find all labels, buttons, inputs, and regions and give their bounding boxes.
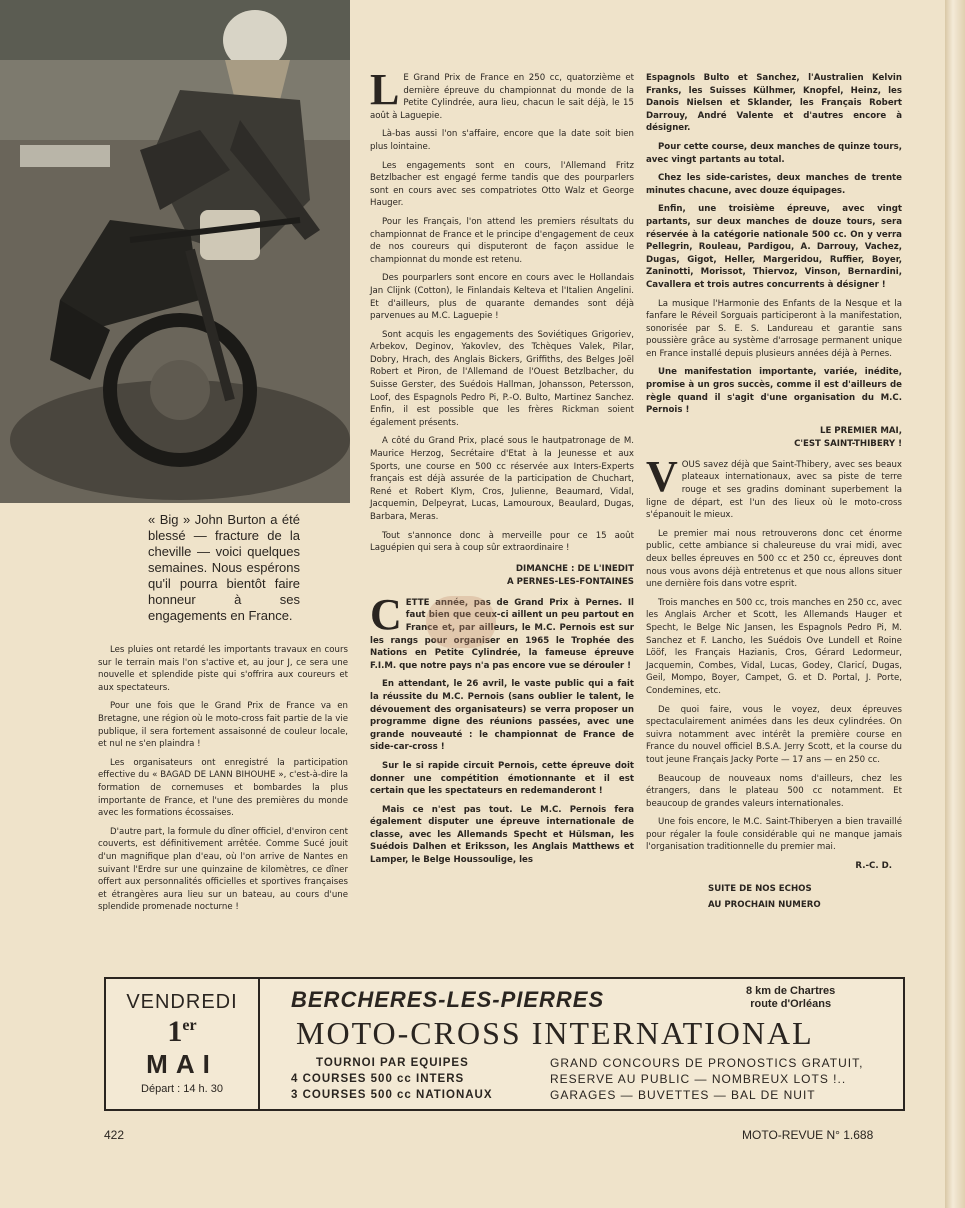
page-number: 422 bbox=[104, 1128, 125, 1142]
section-heading bbox=[646, 425, 902, 451]
ad-extra-line: RESERVE AU PUBLIC — NOMBREUX LOTS !.. bbox=[550, 1072, 847, 1086]
continued-notice-line: AU PROCHAIN NUMERO bbox=[708, 899, 821, 910]
ad-extra-line: GARAGES — BUVETTES — BAL DE NUIT bbox=[550, 1088, 816, 1102]
paragraph: Beaucoup de nouveaux noms d'ailleurs, chez les étrangers, dans le plateau 500 cc notamment. Et beaucoup de grandes valeurs internationales. bbox=[646, 773, 902, 809]
paragraph: Une fois encore, le M.C. Saint-Thiberyen a bien travaillé pour régaler la foule considérable qui ne manque jamais l'organisation traditionnelle du premier mai. bbox=[646, 817, 902, 853]
ad-day: VENDREDI bbox=[126, 991, 238, 1013]
section-heading bbox=[370, 563, 634, 589]
paragraph: Des pourparlers sont encore en cours avec le Hollandais Jan Clijnk (Cotton), le Finlandais Kelteva et l'Italien Angelini. Et d'ailleurs, plus de quarante demandes sont déjà parvenues au M.C. Laguepie ! bbox=[370, 273, 634, 322]
paragraph: Les pluies ont retardé les importants travaux en cours sur le terrain mais l'on s'active et, au jour J, ce sera une nouvelle et splendide piste qui s'offrira aux coureurs et aux spectateurs. bbox=[98, 645, 348, 693]
ad-extras bbox=[550, 1055, 863, 1103]
section-heading-line: A PERNES-LES-FONTAINES bbox=[506, 576, 634, 587]
ad-date-box bbox=[106, 979, 260, 1109]
paragraph: En attendant, le 26 avril, le vaste public qui a fait la réussite du M.C. Pernois (sans oublier le talent, le dévouement des organisateurs) se verra proposer un programme digne des réunions passées, avec une grande nouveauté : le championnat de France de side-car-cross ! bbox=[370, 679, 634, 753]
publication-issue: MOTO-REVUE N° 1.688 bbox=[742, 1128, 874, 1142]
paragraph: Tout s'annonce donc à merveille pour ce 15 août Laguépien qui sera à coup sûr extraordinaire ! bbox=[370, 530, 634, 554]
paragraph: Le premier mai nous retrouverons donc cet énorme public, cette ambiance si chaleureuse du vrai midi, avec deux belles épreuves en 500 cc et 250 cc, épreuves dont nous vous avons déjà entretenus et que nous allons situer une dernière fois dans votre esprit. bbox=[646, 528, 902, 590]
paragraph: Mais ce n'est pas tout. Le M.C. Pernois fera également disputer une épreuve internationale de classe, avec les Allemands Specht et Hülsman, les Suédois Dalhen et Eriksson, les Anglais Matthews et Lamper, le Belge Houssoulige, les bbox=[370, 804, 634, 866]
ad-race-line: 4 COURSES 500 cc INTERS bbox=[291, 1073, 465, 1085]
ad-race-line: TOURNOI PAR EQUIPES bbox=[316, 1057, 469, 1069]
ad-title: MOTO-CROSS INTERNATIONAL bbox=[296, 1015, 814, 1051]
motocross-rider-photo bbox=[0, 0, 350, 503]
lead-text: OUS savez déjà que Saint-Thibery, avec ses beaux plateaux internationaux, avec sa piste de terre rouge et ses gradins dominant superbement la ligne de départ, est l'un des lieux où le moto-cross s'épanouit le mieux. bbox=[646, 459, 902, 521]
right-article-column bbox=[646, 72, 902, 913]
ad-race-line: 3 COURSES 500 cc NATIONAUX bbox=[291, 1089, 493, 1101]
section-heading-line: LE PREMIER MAI, bbox=[819, 425, 902, 436]
ink-stain bbox=[426, 596, 496, 648]
rider-illustration bbox=[0, 0, 350, 503]
paragraph: Espagnols Bulto et Sanchez, l'Australien Kelvin Franks, les Suisses Külhmer, Knopfel, Heinz, les Danois Nielsen et Sklander, les Français Robert Darrouy, André Valente et d'autres encore à désigner. bbox=[646, 73, 902, 134]
ad-town: BERCHERES-LES-PIERRES bbox=[291, 987, 605, 1012]
ad-extra-line: GRAND CONCOURS DE PRONOSTICS GRATUIT, bbox=[550, 1056, 864, 1070]
paragraph: D'autre part, la formule du dîner officiel, d'environ cent couverts, est définitivement arrêtée. Comme Sucé jouit d'un magnifique plan d'eau, où l'on arrive de Nantes en suivant l'Erdre sur une quinzaine de kilomètres, ce dîner offert aux personnalités officielles et sportives françaises et étrangères aura lieu sur un bateau, au cours d'une splendide promenade nocturne ! bbox=[98, 826, 348, 913]
paragraph: Trois manches en 500 cc, trois manches en 250 cc, avec les Anglais Archer et Scott, les Allemands Hauger et Specht, le Belge Nic Jansen, les Espagnols Pedro Pi, M. Sanchez et F. Lancho, les Suédois Ove Lundell et Roine Lööf, les Français Hazianis, Cros, Gérard Ledormeur, Jacquemin, Combes, Vidal, Lucas, Godey, Claricí, Dugas, Geil, Mompo, Boyer, Campet, G. et D. Portal, J. Porte, Condemines, etc. bbox=[646, 597, 902, 696]
paragraph: Pour les Français, l'on attend les premiers résultats du championnat de France et le principe d'engagement de ceux de nos coureurs qui disputeront de façon assidue le championnat du monde est retenu. bbox=[370, 216, 634, 265]
ad-date-suffix: er bbox=[182, 1017, 197, 1034]
ad-date bbox=[106, 1015, 258, 1049]
lead-text: E Grand Prix de France en 250 cc, quatorzième et dernière épreuve du championnat du monde de la Petite Cylindrée, aura lieu, chacun le sait déjà, le 15 août à Laguepie. bbox=[370, 73, 634, 121]
lead-paragraph bbox=[370, 65, 634, 122]
lead-paragraph bbox=[646, 451, 902, 522]
paragraph: Les engagements sont en cours, l'Allemand Fritz Betzlbacher est engagé ferme tandis que des pourparlers sont en cours avec ses compatriotes Otto Walz et George Hauger. bbox=[370, 160, 634, 209]
middle-article-column bbox=[370, 65, 634, 873]
ad-location bbox=[746, 985, 835, 1011]
paragraph: Enfin, une troisième épreuve, avec vingt partants, sur deux manches de douze tours, sera réservée à la catégorie nationale 500 cc. On y verra Pellegrin, Rouleau, Pardigou, A. Darrouy, Vachez, Dugas, Gigot, Heller, Margeridou, Ruffier, Boyer, Zaninotti, Morissot, Thiervoz, Vinson, Bernardini, Cavallera et trois autres concurrents à désigner ! bbox=[646, 204, 902, 290]
paragraph: Là-bas aussi l'on s'affaire, encore que la date soit bien plus lointaine. bbox=[370, 129, 634, 152]
ad-date-number: 1 bbox=[167, 1015, 183, 1048]
paragraph: Une manifestation importante, variée, inédite, promise à un gros succès, comme il est d'ailleurs de règle quand il s'agit d'une organisation du M.C. Pernois ! bbox=[646, 367, 902, 416]
ad-races bbox=[291, 1055, 493, 1103]
page-spine bbox=[945, 0, 965, 1208]
paragraph: A côté du Grand Prix, placé sous le hautpatronage de M. Maurice Herzog, Secrétaire d'Etat à la Jeunesse et aux Sports, une course en 500 cc réservée aux Inters-Experts français est déjà assurée de la participation de Chuchart, René et Robert Klym, Cros, Julienne, Beaumard, Vidal, Jacquemin, Delpeyrat, Lucas, Lamouroux, Beaulard, Dugas, Barbara, Meras. bbox=[370, 436, 634, 522]
lead-paragraph bbox=[370, 589, 634, 673]
paragraph: Les organisateurs ont enregistré la participation effective du « BAGAD DE LANN BIHOUHE », c'est-à-dire la formation de cornemuses et bombardes la plus importante de France, et l'une des premières du monde avec les formations écossaises. bbox=[98, 757, 348, 819]
continued-notice-line: SUITE DE NOS ECHOS bbox=[708, 883, 812, 894]
paragraph: De quoi faire, vous le voyez, deux épreuves spectaculairement animées dans les deux cylindrées. On suivra notamment avec intérêt la première course en France du nouvel officiel B.S.A. Jerry Scott, et la course du tout jeune Français Jacky Porte — 17 ans — en 250 cc. bbox=[646, 704, 902, 765]
ad-location-line: route d'Orléans bbox=[750, 998, 832, 1010]
event-advertisement bbox=[104, 977, 905, 1111]
ad-location-line: 8 km de Chartres bbox=[746, 985, 836, 997]
section-heading-line: DIMANCHE : DE L'INEDIT bbox=[515, 563, 634, 574]
drop-cap: L bbox=[370, 65, 400, 114]
paragraph: Sur le si rapide circuit Pernois, cette épreuve doit donner une compétition émotionnante et il est certain que les spectateurs en redemanderont ! bbox=[370, 760, 634, 797]
paragraph: Sont acquis les engagements des Soviétiques Grigoriev, Arbekov, Deginov, Yakovlev, des Tchèques Valek, Pilar, Dobry, Hrach, des Anglais Bickers, Griffiths, des Belges Joël Robert et Piron, de l'Allemand de l'Ouest Betzlbacher, du Suisse Gerster, des Suédois Hallman, Johansson, Petersson, Loof, des Espagnols Pedro Pi, P.-O. Bulto, Martinez Sanchez. Enfin, il est possible que les frères Rickman soient également présents. bbox=[370, 329, 634, 428]
author-signature: R.-C. D. bbox=[855, 861, 892, 872]
ad-start-time: Départ : 14 h. 30 bbox=[141, 1083, 223, 1095]
drop-cap: V bbox=[646, 451, 678, 501]
lead-text: ETTE année, pas de Grand Prix à Pernes. Il faut bien que ceux-ci aillent un peu partout en France et, par ailleurs, le M.C. Pernois est sur les rangs pour organiser en 1965 le Trophée des Nations en Petite Cylindrée, la fameuse épreuve F.I.M. que notre pays n'a pas encore vue se dérouler ! bbox=[370, 597, 634, 671]
paragraph: Chez les side-caristes, deux manches de trente minutes chacune, avec douze équipages. bbox=[646, 173, 902, 196]
photo-caption: « Big » John Burton a été blessé — fracture de la cheville — voici quelques semaines. Nous espérons qu'il pourra bientôt faire honneur à ses engagements en France. bbox=[148, 512, 300, 623]
continued-notice bbox=[708, 881, 902, 913]
paragraph: La musique l'Harmonie des Enfants de la Nesque et la fanfare le Réveil Sorguais participeront à la manifestation, sonorisée par S. E. S. Landureau et garantie sans poussière grâce au système d'arrosage permanent unique en France installé depuis plusieurs années déjà à Pernes. bbox=[646, 298, 902, 359]
left-article-column bbox=[98, 644, 348, 920]
section-heading-line: C'EST SAINT-THIBERY ! bbox=[794, 438, 902, 449]
ad-month: MAI bbox=[146, 1049, 218, 1079]
drop-cap: C bbox=[370, 589, 402, 639]
paragraph: Pour une fois que le Grand Prix de France va en Bretagne, une région où le moto-cross fait partie de la vie publique, il sera fortement assaisonné de couleur locale, et nul ne s'en plaindra ! bbox=[98, 701, 348, 750]
paragraph: Pour cette course, deux manches de quinze tours, avec vingt partants au total. bbox=[646, 141, 902, 165]
